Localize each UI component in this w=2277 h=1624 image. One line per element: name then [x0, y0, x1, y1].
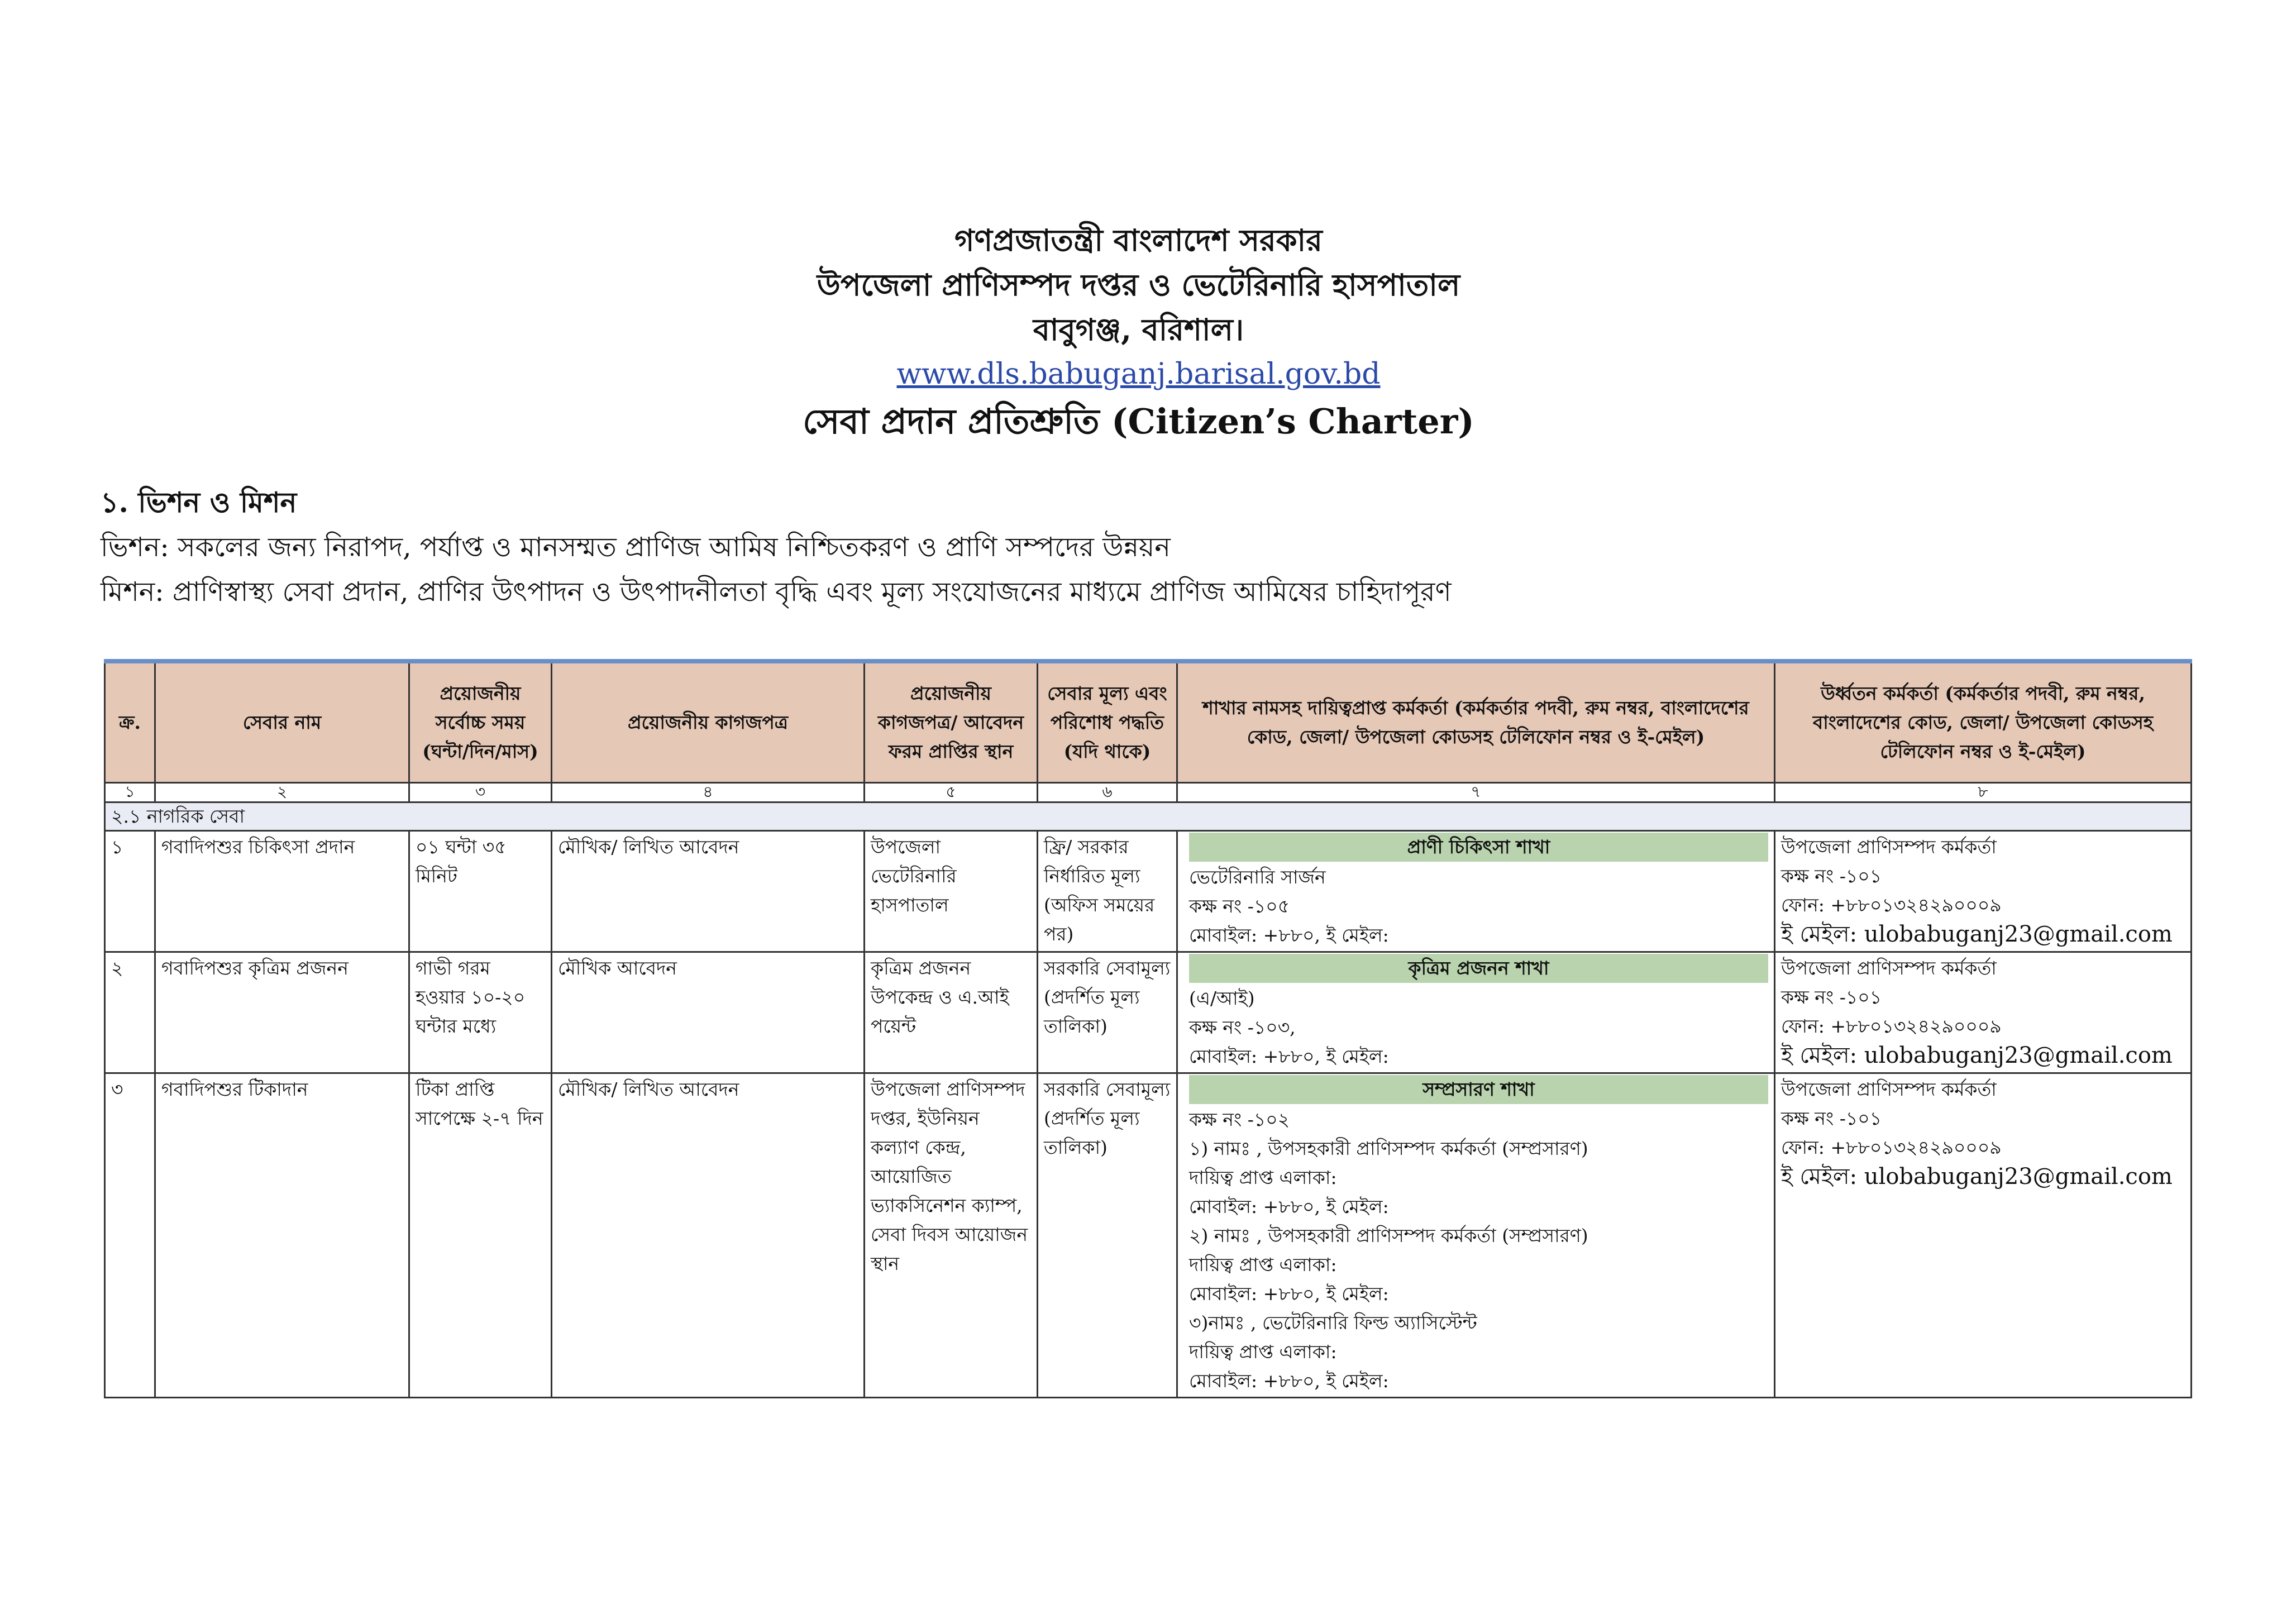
row-responsible-officer: [1177, 831, 1775, 952]
column-number-row: [105, 783, 2192, 803]
senior-room: কক্ষ নং -১০১: [1781, 1107, 1882, 1129]
header-serial: ক্র.: [105, 661, 155, 783]
branch-heading: সম্প্রসারণ শাখা: [1189, 1075, 1768, 1104]
row-form-place: কৃত্রিম প্রজনন উপকেন্দ্র ও এ.আই পয়েন্ট: [865, 952, 1038, 1073]
row-senior-officer: [1775, 1073, 2192, 1398]
senior-email: ই মেইল: ulobabuganj23@gmail.com: [1781, 1043, 2173, 1068]
officer-line: দায়িত্ব প্রাপ্ত এলাকা:: [1189, 1254, 1337, 1276]
government-title: গণপ্রজাতন্ত্রী বাংলাদেশ সরকার: [954, 222, 1323, 258]
column-number: ৩: [409, 783, 552, 803]
senior-phone: ফোন: +৮৮০১৩২৪২৯০০০৯: [1781, 1015, 2002, 1037]
table-row: [105, 952, 2192, 1073]
row-responsible-officer: [1177, 952, 1775, 1073]
row-serial: ১: [105, 831, 155, 952]
table-row: [105, 1073, 2192, 1398]
section-row: [105, 803, 2192, 831]
column-number: ৬: [1038, 783, 1177, 803]
column-number: ৪: [552, 783, 865, 803]
header-service-name: সেবার নাম: [155, 661, 409, 783]
branch-heading: কৃত্রিম প্রজনন শাখা: [1189, 954, 1768, 983]
officer-line: ৩)নামঃ , ভেটেরিনারি ফিল্ড অ্যাসিস্টেন্ট: [1189, 1312, 1477, 1334]
row-form-place: উপজেলা ভেটেরিনারি হাসপাতাল: [865, 831, 1038, 952]
row-fee: সরকারি সেবামূল্য (প্রদর্শিত মূল্য তালিকা): [1038, 952, 1177, 1073]
section-title: ২.১ নাগরিক সেবা: [105, 803, 2192, 831]
header-senior-officer: উর্ধ্বতন কর্মকর্তা (কর্মকর্তার পদবী, রুম নম্বর, বাংলাদেশের কোড, জেলা/ উপজেলা কোডসহ টেলিফোন নম্বর ও ই-মেইল): [1775, 661, 2192, 783]
column-number: ৭: [1177, 783, 1775, 803]
row-senior-officer: [1775, 831, 2192, 952]
office-location: বাবুগঞ্জ, বরিশাল।: [1033, 312, 1244, 347]
office-title: উপজেলা প্রাণিসম্পদ দপ্তর ও ভেটেরিনারি হাসপাতাল: [817, 267, 1460, 303]
officer-line: ২) নামঃ , উপসহকারী প্রাণিসম্পদ কর্মকর্তা (সম্প্রসারণ): [1189, 1225, 1588, 1246]
row-form-place: উপজেলা প্রাণিসম্পদ দপ্তর, ইউনিয়ন কল্যাণ কেন্দ্র, আয়োজিত ভ্যাকসিনেশন ক্যাম্প, সেবা দিবস আয়োজন স্থান: [865, 1073, 1038, 1398]
row-max-time: গাভী গরম হওয়ার ১০-২০ ঘন্টার মধ্যে: [409, 952, 552, 1073]
row-documents: মৌখিক আবেদন: [552, 952, 865, 1073]
charter-title: সেবা প্রদান প্রতিশ্রুতি (Citizen’s Charter): [803, 401, 1474, 442]
row-fee: ফ্রি/ সরকার নির্ধারিত মূল্য (অফিস সময়ের পর): [1038, 831, 1177, 952]
header-form-place: প্রয়োজনীয় কাগজপত্র/ আবেদন ফরম প্রাপ্তির স্থান: [865, 661, 1038, 783]
row-senior-officer: [1775, 952, 2192, 1073]
officer-line: মোবাইল: +৮৮০, ই মেইল:: [1189, 1370, 1389, 1392]
senior-title: উপজেলা প্রাণিসম্পদ কর্মকর্তা: [1781, 836, 1997, 858]
senior-phone: ফোন: +৮৮০১৩২৪২৯০০০৯: [1781, 894, 2002, 916]
document-header: [0, 218, 2277, 447]
row-service-name: গবাদিপশুর টিকাদান: [155, 1073, 409, 1398]
column-number: ৫: [865, 783, 1038, 803]
officer-line: ভেটেরিনারি সার্জন: [1189, 866, 1326, 888]
header-responsible-officer: শাখার নামসহ দায়িত্বপ্রাপ্ত কর্মকর্তা (কর্মকর্তার পদবী, রুম নম্বর, বাংলাদেশের কোড, জেলা/ উপজেলা কোডসহ টেলিফোন নম্বর ও ই-মেইল): [1177, 661, 1775, 783]
row-responsible-officer: [1177, 1073, 1775, 1398]
senior-room: কক্ষ নং -১০১: [1781, 986, 1882, 1008]
row-max-time: টিকা প্রাপ্তি সাপেক্ষে ২-৭ দিন: [409, 1073, 552, 1398]
citizen-charter-table: [104, 659, 2192, 1398]
column-number: ১: [105, 783, 155, 803]
vision-text: ভিশন: সকলের জন্য নিরাপদ, পর্যাপ্ত ও মানসম্মত প্রাণিজ আমিষ নিশ্চিতকরণ ও প্রাণি সম্পদের উন্নয়ন: [101, 532, 1171, 563]
senior-phone: ফোন: +৮৮০১৩২৪২৯০০০৯: [1781, 1136, 2002, 1158]
officer-line: মোবাইল: +৮৮০, ই মেইল:: [1189, 1045, 1389, 1067]
officer-line: মোবাইল: +৮৮০, ই মেইল:: [1189, 1283, 1389, 1305]
vision-mission-section: [101, 480, 2223, 614]
officer-line: দায়িত্ব প্রাপ্ত এলাকা:: [1189, 1167, 1337, 1188]
officer-line: দায়িত্ব প্রাপ্ত এলাকা:: [1189, 1341, 1337, 1363]
officer-line: কক্ষ নং -১০৩,: [1189, 1016, 1296, 1038]
row-fee: সরকারি সেবামূল্য (প্রদর্শিত মূল্য তালিকা): [1038, 1073, 1177, 1398]
officer-line: মোবাইল: +৮৮০, ই মেইল:: [1189, 1196, 1389, 1217]
row-service-name: গবাদিপশুর কৃত্রিম প্রজনন: [155, 952, 409, 1073]
column-number: ৮: [1775, 783, 2192, 803]
row-serial: ৩: [105, 1073, 155, 1398]
mission-text: মিশন: প্রাণিস্বাস্থ্য সেবা প্রদান, প্রাণির উৎপাদন ও উৎপাদনীলতা বৃদ্ধি এবং মূল্য সংযোজনের মাধ্যমে প্রাণিজ আমিষের চাহিদাপূরণ: [101, 576, 1452, 608]
officer-line: ১) নামঃ , উপসহকারী প্রাণিসম্পদ কর্মকর্তা (সম্প্রসারণ): [1189, 1138, 1588, 1159]
senior-title: উপজেলা প্রাণিসম্পদ কর্মকর্তা: [1781, 1078, 1997, 1100]
row-documents: মৌখিক/ লিখিত আবেদন: [552, 1073, 865, 1398]
officer-line: কক্ষ নং -১০৫: [1189, 895, 1290, 917]
officer-line: (এ/আই): [1189, 987, 1255, 1009]
officer-line: মোবাইল: +৮৮০, ই মেইল:: [1189, 924, 1389, 946]
header-max-time: প্রয়োজনীয় সর্বোচ্চ সময় (ঘন্টা/দিন/মাস): [409, 661, 552, 783]
branch-heading: প্রাণী চিকিৎসা শাখা: [1189, 833, 1768, 862]
senior-email: ই মেইল: ulobabuganj23@gmail.com: [1781, 921, 2173, 947]
row-serial: ২: [105, 952, 155, 1073]
table-row: [105, 831, 2192, 952]
vision-mission-heading: ১. ভিশন ও মিশন: [101, 486, 297, 519]
senior-room: কক্ষ নং -১০১: [1781, 865, 1882, 887]
officer-line: কক্ষ নং -১০২: [1189, 1109, 1290, 1130]
senior-email: ই মেইল: ulobabuganj23@gmail.com: [1781, 1164, 2173, 1190]
header-documents: প্রয়োজনীয় কাগজপত্র: [552, 661, 865, 783]
senior-title: উপজেলা প্রাণিসম্পদ কর্মকর্তা: [1781, 957, 1997, 979]
row-documents: মৌখিক/ লিখিত আবেদন: [552, 831, 865, 952]
website-link[interactable]: www.dls.babuganj.barisal.gov.bd: [896, 357, 1381, 391]
table-header-row: [105, 661, 2192, 783]
header-fee: সেবার মূল্য এবং পরিশোধ পদ্ধতি (যদি থাকে): [1038, 661, 1177, 783]
row-service-name: গবাদিপশুর চিকিৎসা প্রদান: [155, 831, 409, 952]
row-max-time: ০১ ঘন্টা ৩৫ মিনিট: [409, 831, 552, 952]
column-number: ২: [155, 783, 409, 803]
